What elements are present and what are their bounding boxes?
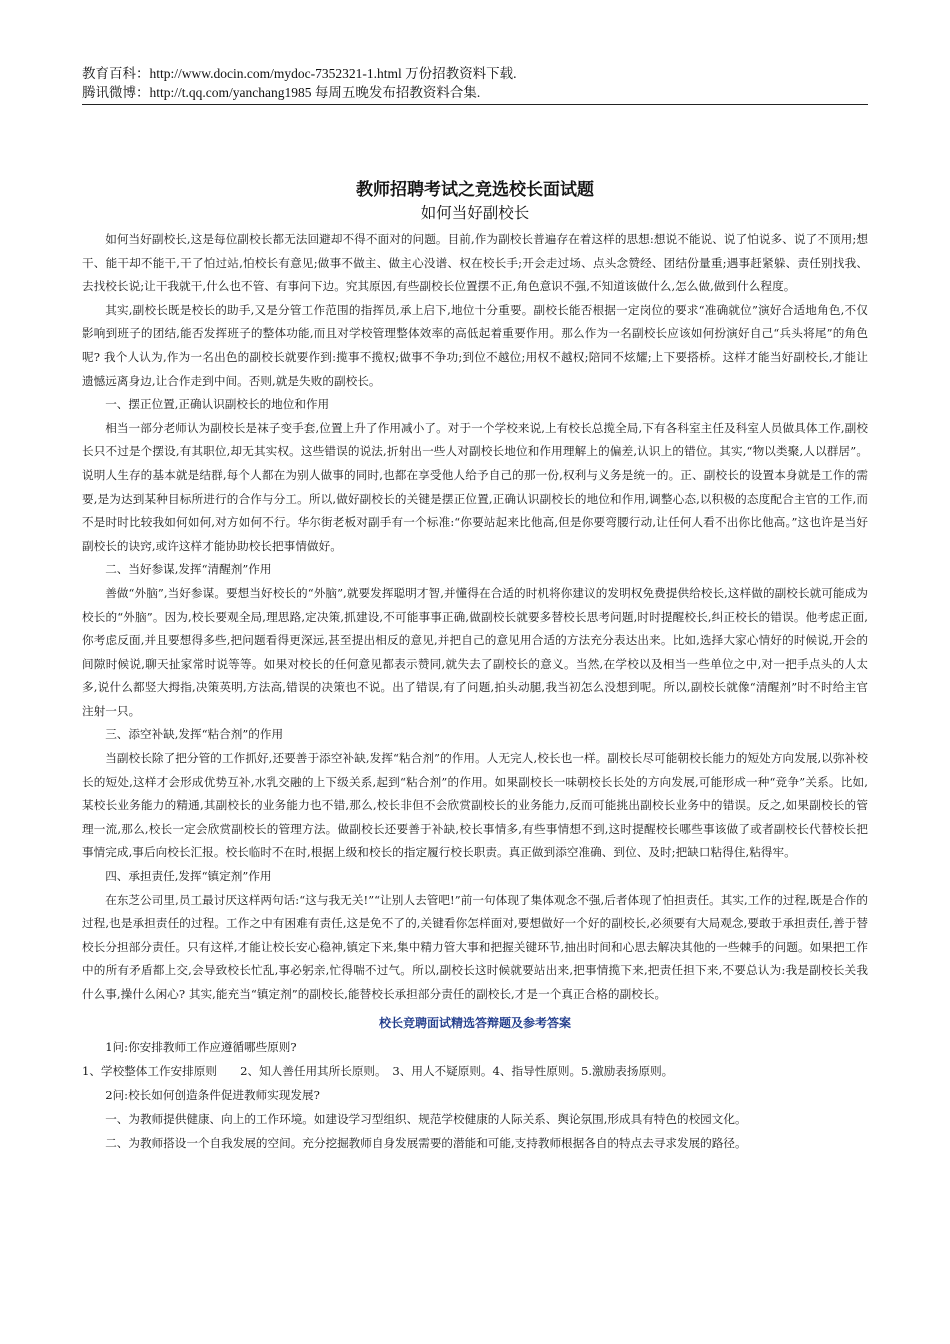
section-heading-4: 四、承担责任,发挥“镇定剂”作用 [105, 869, 272, 884]
qa-question-2: 2问:校长如何创造条件促进教师实现发展? [105, 1087, 320, 1102]
section-heading-2: 二、当好参谋,发挥“清醒剂”作用 [105, 562, 272, 577]
paragraph-role: 其实,副校长既是校长的助手,又是分管工作范围的指挥员,承上启下,地位十分重要。副校长能否根据一定岗位的要求“准确就位”演好合适地角色,不仅影响到班子的团结,能否发挥班子的整体功能,而且对学校管理整体效率的高低起着重要作用。那么作为一名副校长应该如何扮演好自己“兵头将尾”的角色呢? 我个人认为,作为一名出色的副校长就要作到:揽事不揽权;做事不争功;到位不越位;用权不越权;陪同不炫耀;上下要搭桥。这样才能当好副校长,才能让遗憾远离身边,让合作走到中间。否则,就是失败的副校长。 [82, 302, 868, 388]
header-line-docin: 教育百科：http://www.docin.com/mydoc-7352321-1.html 万份招教资料下载. [82, 66, 517, 81]
qa-section-title: 校长竞聘面试精选答辩题及参考答案 [378, 1015, 571, 1030]
paragraph-intro: 如何当好副校长,这是每位副校长都无法回避却不得不面对的问题。目前,作为副校长普遍存在着这样的思想:想说不能说、说了怕说多、说了不顶用;想干、能干却不能干,干了怕过站,怕校长有意见;做事不做主、做主心没谱、权在校长手;开会走过场、点头念赞经、团结份量重;遇事赶紧躲、责任别找我、去找校长说;让干我就干,什么也不管、有事问下边。究其原因,有些副校长位置摆不正,角色意识不强,不知道该做什么,怎么做,做到什么程度。 [82, 232, 868, 294]
document-title: 教师招聘考试之竞选校长面试题 [356, 180, 594, 200]
qa-answer-1: 1、学校整体工作安排原则 2、知人善任用其所长原则。 3、用人不疑原则。4、指导性原则。5.激励表扬原则。 [82, 1063, 674, 1078]
paragraph-section-4: 在东芝公司里,员工最讨厌这样两句话:“这与我无关!”“让别人去管吧!”前一句体现了集体观念不强,后者体现了怕担责任。其实,工作的过程,既是合作的过程,也是承担责任的过程。工作之中有困难有责任,这是免不了的,关键看你怎样面对,要想做好一个好的副校长,必须要有大局观念,要敢于承担责任,善于替校长分担部分责任。只有这样,才能让校长安心稳神,镇定下来,集中精力管大事和把握关键环节,抽出时间和心思去解决其他的一些棘手的问题。如果把工作中的所有矛盾都上交,会导致校长忙乱,事必躬亲,忙得喘不过气。所以,副校长这时候就要站出来,把事情揽下来,把责任担下来,不要总认为:我是副校长关我什么事,操什么闲心? 其实,能充当“镇定剂”的副校长,能替校长承担部分责任的副校长,才是一个真正合格的副校长。 [82, 892, 868, 1001]
paragraph-section-1: 相当一部分老师认为副校长是袜子变手套,位置上升了作用减小了。对于一个学校来说,上有校长总揽全局,下有各科室主任及科室人员做具体工作,副校长只不过是个摆设,有其职位,却无其实权。这些错误的说法,折射出一些人对副校长地位和作用理解上的偏差,认识上的错位。其实,“物以类聚,人以群居”。说明人生存的基本就是结群,每个人都在为别人做事的同时,也都在享受他人给予自己的那一份,权利与义务是统一的。正、副校长的设置本身就是工作的需要,是为达到某种目标所进行的合作与分工。所以,做好副校长的关键是摆正位置,正确认识副校长的地位和作用,调整心态,以积极的态度配合主官的工作,而不是时时比较我如何如何,对方如何不行。华尔街老板对副手有一个标准:“你要站起来比他高,但是你要弯腰行动,让任何人看不出你比他高。”这也许是当好副校长的诀窍,或许这样才能协助校长把事情做好。 [82, 420, 868, 553]
section-heading-3: 三、添空补缺,发挥“粘合剂”的作用 [105, 727, 284, 742]
section-heading-1: 一、摆正位置,正确认识副校长的地位和作用 [105, 397, 330, 412]
qa-answer-2-point-1: 一、为教师提供健康、向上的工作环境。如建设学习型组织、规范学校健康的人际关系、舆论氛围,形成具有特色的校园文化。 [105, 1111, 747, 1126]
qa-answer-2-point-2: 二、为教师搭设一个自我发展的空间。充分挖掘教师自身发展需要的潜能和可能,支持教师根据各自的特点去寻求发展的路径。 [105, 1135, 747, 1150]
document-subtitle: 如何当好副校长 [420, 204, 530, 222]
qa-question-1: 1问:你安排教师工作应遵循哪些原则? [105, 1039, 297, 1054]
paragraph-section-2: 善做“外脑”,当好参谋。要想当好校长的“外脑”,就要发挥聪明才智,并懂得在合适的时机将你建议的发明权免费提供给校长,这样做的副校长就可能成为校长的“外脑”。因为,校长要观全局,理思路,定决策,抓建设,不可能事事正确,做副校长就要多替校长思考问题,时时提醒校长,纠正校长的错误。他考虑正面,你考虑反面,并且要想得多些,把问题看得更深远,甚至提出相反的意见,并把自己的意见用合适的方法充分表达出来。比如,选择大家心情好的时候说,开会的间隙时候说,聊天扯家常时说等等。如果对校长的任何意见都表示赞同,就失去了副校长的意义。当然,在学校以及相当一些单位之中,对一把手点头的人太多,说什么都竖大拇指,决策英明,方法高,错误的决策也不说。出了错误,有了问题,拍头动腿,我当初怎么没想到呢。所以,副校长就像“清醒剂”时不时给主官注射一只。 [82, 585, 868, 718]
paragraph-section-3: 当副校长除了把分管的工作抓好,还要善于添空补缺,发挥“粘合剂”的作用。人无完人,校长也一样。副校长尽可能朝校长能力的短处方向发展,以弥补校长的短处,这样才会形成优势互补,水乳交融的上下级关系,起到“粘合剂”的作用。如果副校长一味朝校长长处的方向发展,可能形成一种“竞争”关系。比如,某校长业务能力的精通,其副校长的业务能力也不错,那么,校长非但不会欣赏副校长的业务能力,反而可能挑出副校长业务中的错误。反之,如果副校长的管理一流,那么,校长一定会欣赏副校长的管理方法。做副校长还要善于补缺,校长事情多,有些事情想不到,这时提醒校长哪些事该做了或者副校长代替校长把事情完成,事后向校长汇报。校长临时不在时,根据上级和校长的指定履行校长职责。真正做到添空准确、到位、及时;把缺口粘得住,粘得牢。 [82, 751, 868, 860]
page-header [82, 64, 868, 105]
document-body [82, 178, 868, 1155]
header-line-weibo: 腾讯微博：http://t.qq.com/yanchang1985 每周五晚发布招教资料合集. [82, 85, 481, 100]
